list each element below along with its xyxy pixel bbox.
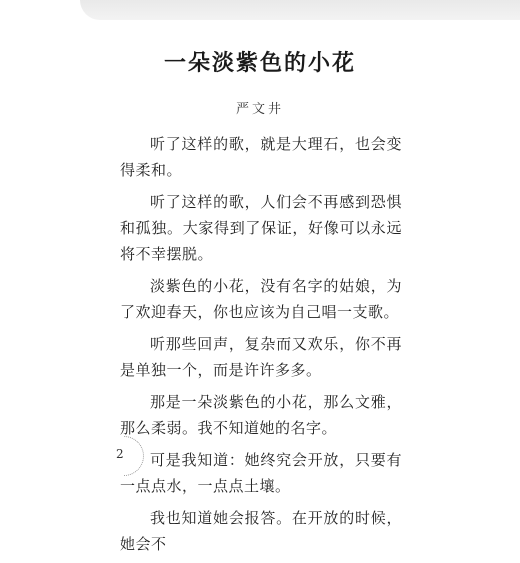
page-title: 一朵淡紫色的小花: [163, 50, 356, 76]
page-number: 2: [116, 447, 124, 461]
page-number-arc: [96, 428, 153, 485]
page-number-marker: [104, 436, 144, 476]
paragraph: 听那些回声，复杂而又欢乐，你不再是单独一个，而是许许多多。: [120, 335, 402, 379]
paragraph: 我也知道她会报答。在开放的时候，她会不: [120, 509, 402, 553]
paragraph: 听了这样的歌，人们会不再感到恐惧和孤独。大家得到了保证，好像可以永远将不幸摆脱。: [120, 193, 402, 263]
author-name: 严文井: [235, 102, 284, 117]
article-body: [120, 131, 402, 563]
paragraph: 听了这样的歌，就是大理石，也会变得柔和。: [120, 135, 402, 179]
paragraph: 那是一朵淡紫色的小花，那么文雅，那么柔弱。我不知道她的名字。: [120, 393, 402, 437]
paragraph: 可是我知道：她终究会开放，只要有一点点水，一点点土壤。: [120, 451, 402, 495]
paragraph: 淡紫色的小花，没有名字的姑娘，为了欢迎春天，你也应该为自己唱一支歌。: [120, 277, 402, 321]
